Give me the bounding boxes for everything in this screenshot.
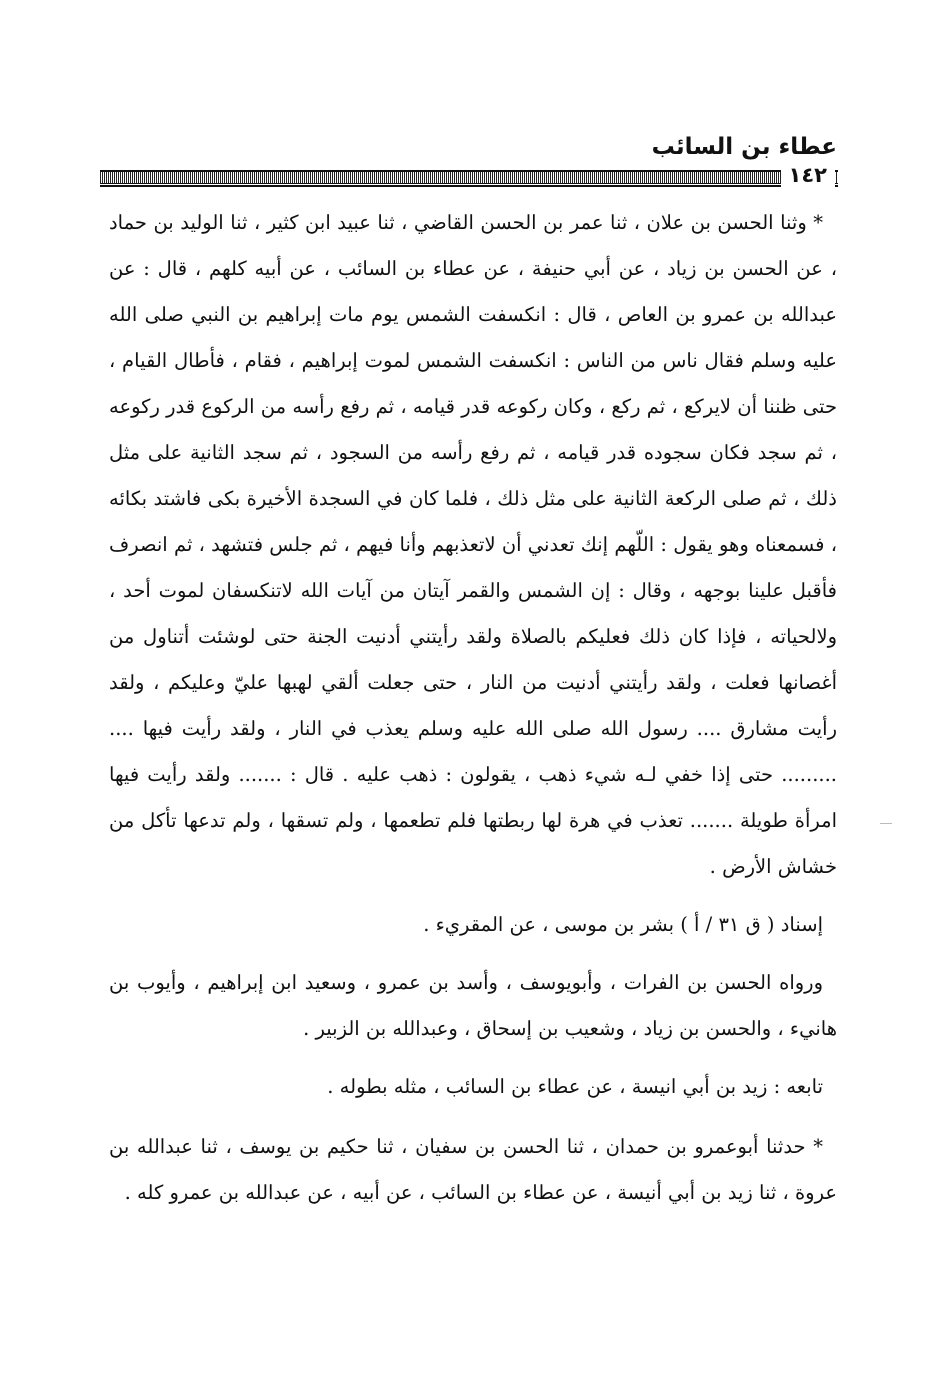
running-header-title: عطاء بن السائب — [651, 134, 837, 160]
header-rule-band — [100, 170, 838, 184]
isnad-note: إسناد ( ق ٣١ / أ ) بشر بن موسى ، عن المقريء . — [423, 913, 823, 936]
header-rule-thin — [100, 185, 838, 187]
hadith-paragraph-1: * وثنا الحسن بن علان ، ثنا عمر بن الحسن القاضي ، ثنا عبيد ابن كثير ، ثنا الوليد بن حماد ، عن الحسن بن زياد ، عن أبي حنيفة ، عن عطاء بن السائب ، عن أبيه كلهم ، قال : عن عبدالله بن عمرو بن العاص ، قال : انكسفت الشمس يوم مات إبراهيم بن النبي صلى الله عليه وسلم فقال ناس من الناس : انكسفت الشمس لموت إبراهيم ، فقام ، فأطال القيام ، حتى ظننا أن لايركع ، ثم ركع ، وكان ركوعه قدر قيامه ، ثم رفع رأسه من الركوع قدر ركوعه ، ثم سجد فكان سجوده قدر قيامه ، ثم رفع رأسه من السجود ، ثم سجد الثانية على مثل ذلك ، ثم صلى الركعة الثانية على مثل ذلك ، فلما كان في السجدة الأخيرة بكى فاشتد بكائه ، فسمعناه وهو يقول : اللّهم إنك تعدني أن لاتعذبهم وأنا فيهم ، ثم جلس فتشهد ، ثم انصرف فأقبل علينا بوجهه ، وقال : إن الشمس والقمر آيتان من آيات الله لاتنكسفان لموت أحد ، ولالحياته ، فإذا كان ذلك فعليكم بالصلاة ولقد رأيتني أدنيت الجنة حتى لوشئت أتناول من أغصانها فعلت ، ولقد رأيتني أدنيت من النار ، حتى جعلت ألقي لهبها عليّ وعليكم ، ولقد رأيت مشارق .... رسول الله صلى الله عليه وسلم يعذب في النار ، ولقد رأيت فيها .... ......... حتى إذا خفي لـه شيء ذهب ، يقولون : ذهب عليه . قال : ....... ولقد رأيت فيها امرأة طويلة ....... تعذب في هرة لها ربطتها فلم تطعمها ، ولم تسقها ، ولم تدعها تأكل من خشاش الأرض . — [109, 211, 837, 878]
body-text — [109, 200, 837, 1216]
narrators-paragraph: ورواه الحسن بن الفرات ، وأبويوسف ، وأسد بن عمرو ، وسعيد ابن إبراهيم ، وأيوب بن هانيء ، والحسن بن زياد ، وشعيب بن إسحاق ، وعبدالله بن الزبير . — [109, 971, 837, 1040]
hadith-paragraph-2: * حدثنا أبوعمرو بن حمدان ، ثنا الحسن بن سفيان ، ثنا حكيم بن يوسف ، ثنا عبدالله بن عروة ، ثنا زيد بن أبي أنيسة ، عن عطاء بن السائب ، عن أبيه ، عن عبدالله بن عمرو كله . — [109, 1135, 837, 1204]
mutabaa-note: تابعه : زيد بن أبي انيسة ، عن عطاء بن السائب ، مثله بطوله . — [327, 1075, 823, 1098]
page-number: ١٤٢ — [781, 161, 835, 189]
margin-mark — [880, 823, 892, 824]
